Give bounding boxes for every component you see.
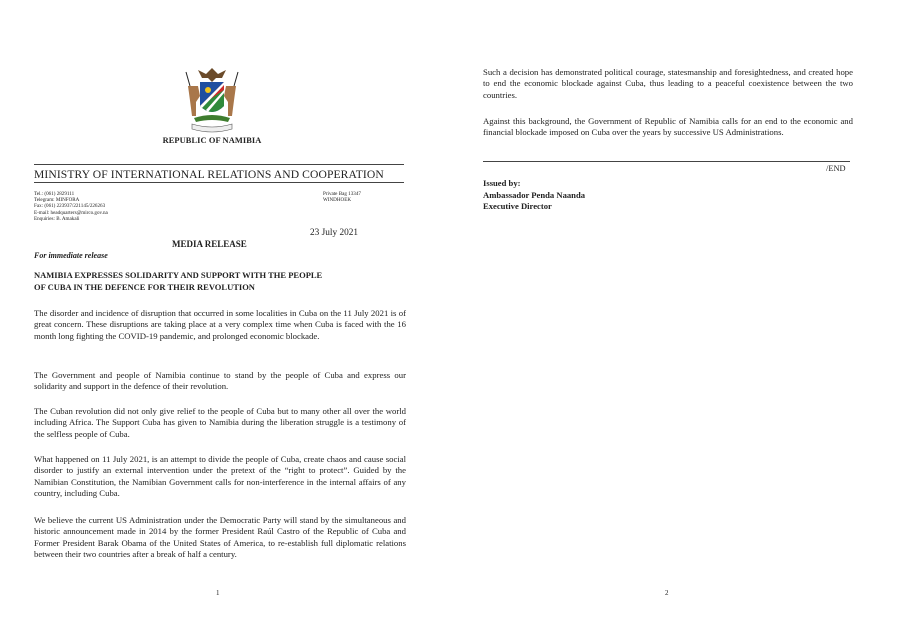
namibia-coat-of-arms-icon: [182, 66, 242, 134]
header-rule-top: [34, 164, 404, 165]
press-headline: [34, 270, 404, 293]
body-paragraph: The Cuban revolution did not only give relief to the people of Cuba but to many other all over the world including Africa. The Support Cuba has given to Namibia during the liberation struggle is a testimony of the selfless people of Cuba.: [34, 406, 406, 439]
contact-line: Fax: (061) 223937/221145/226263: [34, 203, 106, 210]
contact-line: Telegram: MINFORA: [34, 197, 80, 204]
body-paragraph: We believe the current US Administration under the Democratic Party will stand by the simultaneous and historic announcement made in 2014 by the former President Raúl Castro of the Republic of Cuba and Former President Barak Obama of the United States of America, to re-establish full diplomatic relations between their two countries after a break of half a century.: [34, 515, 406, 559]
body-paragraph: What happened on 11 July 2021, is an attempt to divide the people of Cuba, create chaos and cause social disorder to justify an external intervention under the pretext of the “right to protect”. Guided by the Namibian Constitution, the Namibian Government calls for non-interference in the internal affairs of any country, including Cuba.: [34, 454, 406, 498]
header-rule-bottom: [34, 182, 404, 183]
contact-line: E-mail: headquarters@mirco.gov.na: [34, 209, 108, 216]
contact-line: Tel.: (061) 2829111: [34, 191, 75, 197]
body-paragraph: Against this background, the Government of Republic of Namibia calls for an end to the economic and financial blockade imposed on Cuba over the years by successive US Administrations.: [483, 116, 853, 138]
postal-address: [323, 191, 413, 203]
page-number: 2: [665, 589, 669, 597]
media-release-title: MEDIA RELEASE: [172, 239, 247, 249]
ministry-heading: MINISTRY OF INTERNATIONAL RELATIONS AND COOPERATION: [34, 168, 384, 181]
page-number: 1: [216, 589, 220, 597]
release-date: 23 July 2021: [310, 228, 359, 238]
end-rule: [483, 161, 850, 162]
end-mark: /END: [826, 164, 846, 173]
body-paragraph: Such a decision has demonstrated political courage, statesmanship and foresightedness, and created hope to end the economic blockade against Cuba, thus leading to a peaceful coexistence between the two countries.: [483, 67, 853, 100]
republic-of-namibia-heading: REPUBLIC OF NAMIBIA: [162, 136, 262, 145]
headline-line: NAMIBIA EXPRESSES SOLIDARITY AND SUPPORT WITH THE PEOPLE: [34, 270, 323, 280]
postal-line: WINDHOEK: [323, 197, 352, 204]
issued-by-block: [483, 178, 703, 213]
signatory-name: Ambassador Penda Naanda: [483, 189, 586, 200]
issued-by-label: Issued by:: [483, 178, 521, 188]
body-paragraph: The Government and people of Namibia continue to stand by the people of Cuba and express our solidarity and support in the defence of their revolution.: [34, 370, 406, 392]
body-paragraph: The disorder and incidence of disruption that occurred in some localities in Cuba on the 11 July 2021 is of great concern. These disruptions are taking place at a very complex time when Cuba is faced with the 16 month long fighting the COVID-19 pandemic, and prolonged economic blockade.: [34, 308, 406, 341]
contact-line: Enquiries: B. Amakali: [34, 215, 80, 222]
contact-details: [34, 191, 214, 222]
page-2: [450, 0, 900, 636]
immediate-release-note: For immediate release: [34, 251, 108, 260]
postal-line: Private Bag 13347: [323, 191, 361, 197]
signatory-title: Executive Director: [483, 201, 552, 211]
headline-line: OF CUBA IN THE DEFENCE FOR THEIR REVOLUTION: [34, 281, 255, 292]
